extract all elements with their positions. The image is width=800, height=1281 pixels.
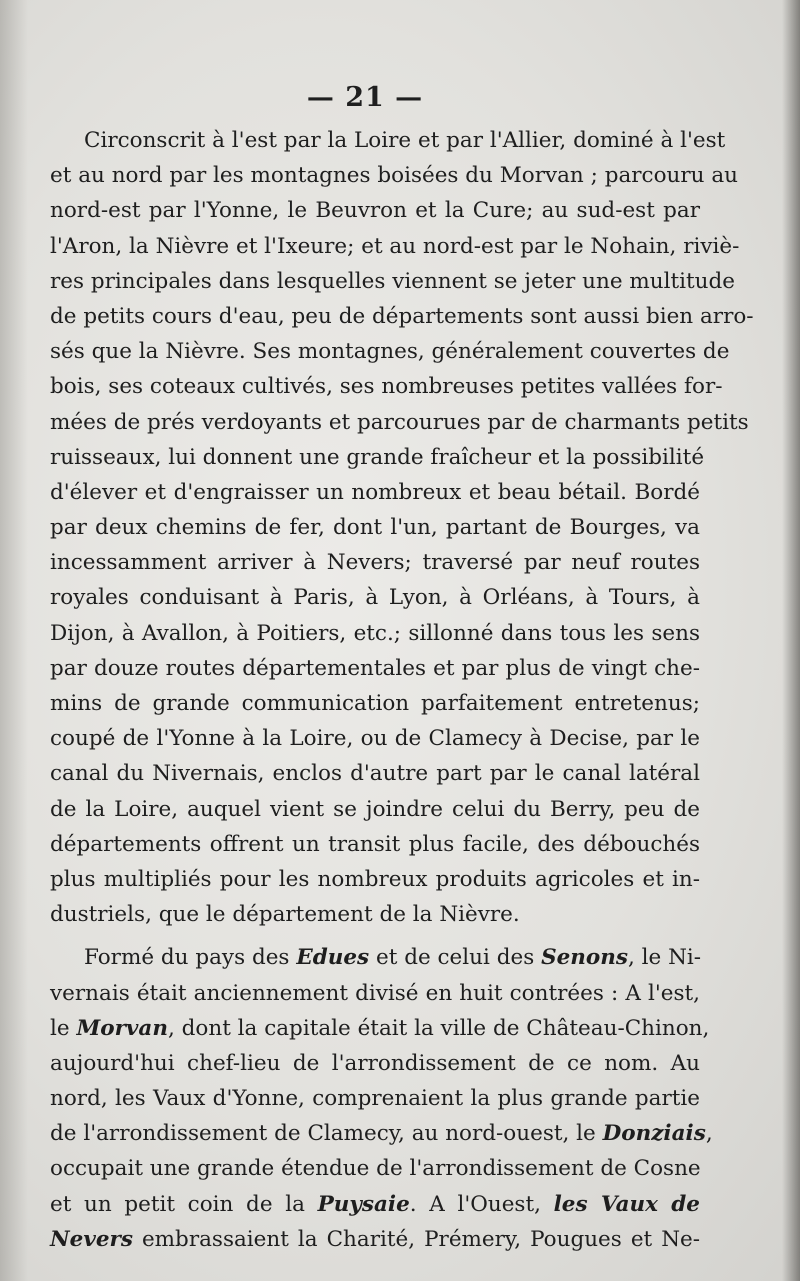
text-run: mées de prés verdoyants et parcourues par de charmants petits [50,409,749,435]
text-run: aujourd'hui chef-lieu de l'arrondissement de ce nom. Au [50,1050,700,1076]
text-line [50,545,700,580]
text-run: plus multipliés pour les nombreux produits agricoles et in- [50,866,700,892]
text-run: le [50,1015,77,1041]
text-run: de l'arrondissement de Clamecy, au nord-ouest, le [50,1121,603,1147]
text-run: nord-est par l'Yonne, le Beuvron et la Cure; au sud-est par [50,198,700,224]
text-run: par douze routes départementales et par plus de vingt che- [50,655,700,681]
text-run: Circonscrit à l'est par la Loire et par l'Allier, dominé à l'est [84,128,726,153]
text-run: canal du Nivernais, enclos d'autre part par le canal latéral [50,761,700,787]
italic-term: Morvan [76,1015,168,1041]
text-line [50,1116,713,1151]
paragraph [50,123,754,932]
left-page-shadow [0,0,28,1281]
text-run: , [705,1121,713,1147]
text-run: départements offrent un transit plus facile, des débouchés [50,831,700,857]
italic-term: Donziais [602,1121,706,1147]
text-run: ruisseaux, lui donnent une grande fraîcheur et la possibilité [50,444,705,470]
text-line [50,792,700,827]
text-run: vernais était anciennement divisé en huit contrées : A l'est, [50,980,700,1006]
text-line [50,756,700,791]
text-line [50,264,735,299]
text-run: par deux chemins de fer, dont l'un, partant de Bourges, va [50,515,700,541]
text-line [50,616,700,651]
text-line [50,299,754,334]
italic-term: Puysaie [317,1191,410,1217]
text-line [50,721,700,756]
text-run: occupait une grande étendue de l'arrondissement de Cosne [50,1156,701,1182]
text-line [50,940,700,975]
text-run: de la Loire, auquel vient se joindre celui du Berry, peu de [50,796,700,822]
text-line [50,229,740,264]
paragraph [50,940,713,1257]
paragraph-gap [50,932,700,940]
text-line [50,827,700,862]
italic-term: Senons [541,945,628,971]
text-line [50,686,700,721]
text-line [50,651,700,686]
text-run: dustriels, que le département de la Nièvre. [50,902,520,928]
text-line [50,193,700,228]
text-line [50,334,730,369]
text-run: de petits cours d'eau, peu de départements sont aussi bien arro- [50,303,754,329]
text-line [50,440,705,475]
text-run: royales conduisant à Paris, à Lyon, à Orléans, à Tours, à [50,585,700,611]
right-page-shadow [782,0,800,1281]
text-run: et de celui des [369,945,542,971]
text-run: coupé de l'Yonne à la Loire, ou de Clamecy à Decise, par le [50,726,700,752]
text-line [50,405,749,440]
text-line [50,1222,700,1257]
text-run: Formé du pays des [84,945,297,971]
text-run: bois, ses coteaux cultivés, ses nombreuses petites vallées for- [50,374,723,400]
text-run: incessamment arriver à Nevers; traversé par neuf routes [50,550,700,576]
text-run: d'élever et d'engraisser un nombreux et beau bétail. Bordé [50,479,700,505]
text-line [50,369,723,404]
text-run: nord, les Vaux d'Yonne, comprenaient la plus grande partie [50,1086,700,1112]
text-run: , le Ni- [627,945,702,971]
page-number: — 21 — [306,82,424,113]
text-line [50,897,700,932]
text-run: et au nord par les montagnes boisées du Morvan ; parcouru au [50,163,739,189]
text-run: Dijon, à Avallon, à Poitiers, etc.; sillonné dans tous les sens [50,620,700,646]
italic-term: les Vaux de [553,1191,700,1217]
body-text [50,123,754,1257]
text-line [50,475,700,510]
text-line [50,580,700,615]
text-line [50,158,739,193]
italic-term: Nevers [50,1226,133,1252]
text-run: res principales dans lesquelles viennent se jeter une multitude [50,268,735,294]
text-line [50,862,700,897]
text-run: sés que la Nièvre. Ses montagnes, généralement couvertes de [50,339,730,365]
text-line [50,510,700,545]
text-line [50,1046,700,1081]
text-run: et un petit coin de la [50,1191,318,1217]
text-run: . A l'Ouest, [409,1191,554,1217]
text-run: , dont la capitale était la ville de Château-Chinon, [167,1015,710,1041]
text-line [50,1187,700,1222]
text-line [50,1151,700,1186]
italic-term: Edues [296,945,370,971]
text-line [50,123,726,158]
text-run: embrassaient la Charité, Prémery, Pougues et Ne- [132,1226,700,1252]
text-line [50,976,700,1011]
text-line [50,1011,710,1046]
text-line [50,1081,700,1116]
text-run: mins de grande communication parfaitement entretenus; [50,691,700,716]
text-run: l'Aron, la Nièvre et l'Ixeure; et au nord-est par le Nohain, riviè- [50,233,740,259]
